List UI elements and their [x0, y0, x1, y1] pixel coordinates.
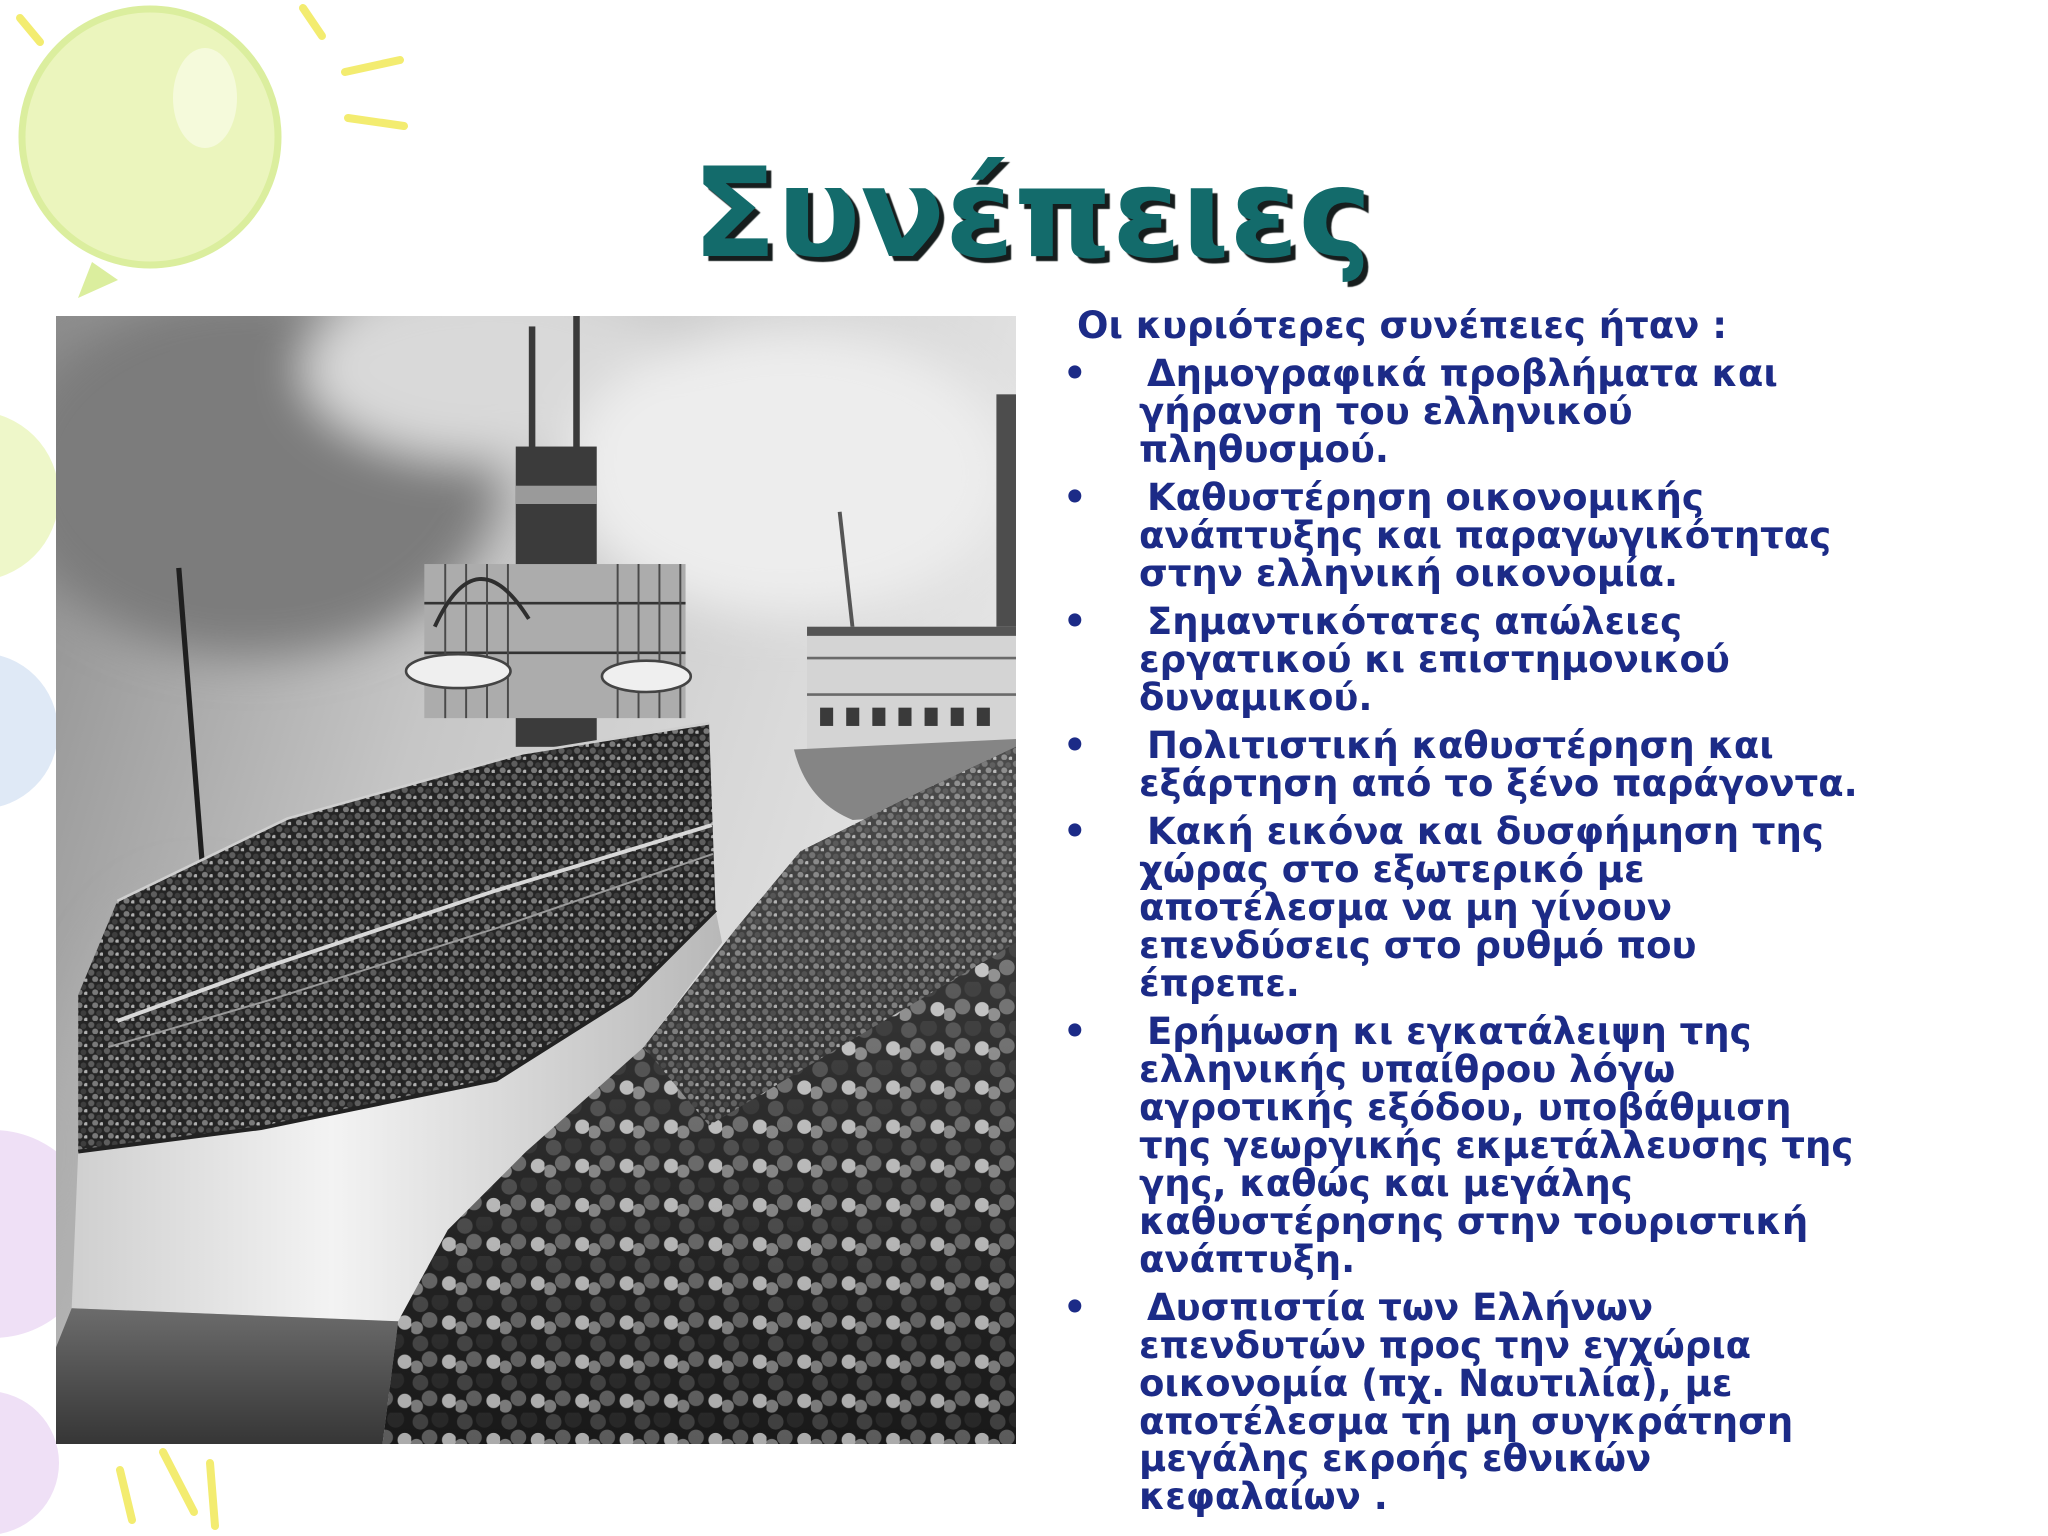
- list-item: [1060, 810, 1960, 1005]
- slide-title: Συνέπειες: [692, 142, 1372, 286]
- list-item-text: Καθυστέρηση οικονομικής ανάπτυξης και παραγωγικότητας στην ελληνική οικονομία.: [1139, 476, 1832, 596]
- balloon-left-green: [0, 411, 59, 581]
- list-item-text: Σημαντικότατες απώλειες εργατικού κι επιστημονικού δυναμικού.: [1139, 600, 1730, 720]
- balloon-bottom-lavender: [0, 1391, 59, 1535]
- list-item-text: Δυσπιστία των Ελλήνων επενδυτών προς την εγχώρια οικονομία (πχ. Ναυτιλία), με αποτέλεσμα τη μη συγκράτηση μεγάλης εκροής εθνικών κεφαλαίων .: [1139, 1285, 1794, 1519]
- bullet-marker: •: [1063, 1285, 1087, 1329]
- bullet-marker: •: [1063, 724, 1087, 768]
- list-item: [1060, 1285, 1960, 1519]
- list-item-text: Κακή εικόνα και δυσφήμηση της χώρας στο εξωτερικό με αποτέλεσμα να μη γίνουν επενδύσεις στο ρυθμό που έπρεπε.: [1139, 810, 1824, 1005]
- list-item-text: Πολιτιστική καθυστέρηση και εξάρτηση από το ξένο παράγοντα.: [1139, 724, 1858, 806]
- sun-rays-bottom: [120, 1452, 215, 1526]
- bullet-marker: •: [1063, 476, 1087, 520]
- consequences-list: [1060, 304, 1960, 1519]
- emigrant-ship-photo: [56, 316, 1016, 1444]
- bullet-marker: •: [1063, 1010, 1087, 1054]
- list-item: [1060, 476, 1960, 596]
- list-item-text: Δημογραφικά προβλήματα και γήρανση του ελληνικού πληθυσμού.: [1139, 352, 1778, 472]
- bullet-marker: •: [1063, 352, 1087, 396]
- list-item: [1060, 600, 1960, 720]
- ship-bridge: [406, 564, 691, 718]
- list-item: [1060, 352, 1960, 472]
- bullet-marker: •: [1063, 810, 1087, 854]
- balloon-top-left: [19, 6, 281, 298]
- bullet-marker: •: [1063, 600, 1087, 644]
- list-item: [1060, 724, 1960, 806]
- balloon-left-blue: [0, 653, 58, 809]
- list-item: [1060, 1010, 1960, 1281]
- list-item-text: Ερήμωση κι εγκατάλειψη της ελληνικής υπαίθρου λόγω αγροτικής εξόδου, υποβάθμιση της γεωργικής εκμετάλλευσης της γης, καθώς και μεγάλης καθυστέρησης στην τουριστική ανάπτυξη.: [1139, 1010, 1854, 1281]
- list-intro: Οι κυριότερες συνέπειες ήταν :: [1077, 304, 1727, 347]
